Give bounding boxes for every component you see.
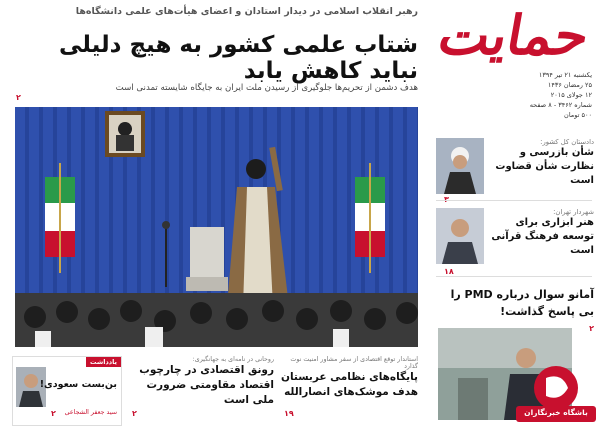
bottom-title-2: رونق اقتصادی در چارچوب اقتصاد مقاومتی ضرورت ملی است [139, 364, 274, 406]
price: ۵۰۰ تومان [564, 111, 592, 119]
bottom-title-1: پایگاه‌های نظامی عربستان هدف موشک‌های انصارالله [281, 371, 418, 398]
side-title-1: شأن بازرسی و نظارت شأن قضاوت است [495, 147, 594, 186]
lead-page-number: ۲ [16, 93, 21, 102]
side-divider [436, 276, 592, 277]
date-block [472, 70, 592, 120]
bottom-page-3: ۲ [51, 409, 56, 418]
side-story-1[interactable] [436, 138, 594, 196]
lead-supertitle: رهبر انقلاب اسلامی در دیدار استادان و اعضای هیأت‌های علمی دانشگاه‌ها [75, 6, 418, 17]
side-page-3: ۲ [589, 324, 594, 333]
side-label-2: شهردار تهران: [553, 208, 594, 216]
side-divider [436, 200, 592, 201]
side-label-1: دادستان کل کشور: [540, 138, 594, 146]
badge-text: باشگاه خبرنگاران [524, 408, 588, 417]
masthead [434, 4, 594, 66]
lead-subtitle: هدف دشمن از تحریم‌ها جلوگیری از رسیدن ملت ایران به جایگاه شایسته تمدنی است [115, 83, 418, 93]
bottom-story-1[interactable] [280, 356, 418, 426]
bottom-label-1: استاندار توقع اقتصادی از سفر مشاور امنیت نوت گذارد [290, 356, 418, 370]
lead-headline[interactable]: شتاب علمی کشور به هیچ دلیلی نباید کاهش یابد [58, 32, 418, 84]
side-story-2[interactable] [436, 208, 594, 276]
leader-speech-photo-icon [15, 107, 418, 347]
lead-photo[interactable] [15, 107, 418, 347]
side-title-3: آمانو سوال درباره PMD را بی پاسخ گذاشت! [450, 288, 594, 318]
news-agency-badge[interactable] [516, 362, 596, 422]
bottom-page-2: ۲ [132, 409, 137, 418]
cleric-portrait-icon [436, 138, 484, 194]
bottom-page-1: ۱۹ [284, 409, 294, 418]
newspaper-logo: حمایت [433, 3, 595, 67]
man-portrait-icon [436, 208, 484, 264]
date-hijri: ۲۵ رمضان ۱۴۳۶ [547, 81, 592, 89]
bottom-title-3: بن‌بست سعودی! [39, 379, 117, 390]
bottom-story-2[interactable] [128, 356, 274, 426]
side-title-2: هنر ابزاری برای توسعه فرهنگ قرآنی است [491, 217, 594, 256]
date-shamsi: یکشنبه ۲۱ تیر ۱۳۹۴ [538, 71, 592, 79]
date-gregorian: ۱۲ جولای ۲۰۱۵ [550, 91, 592, 99]
side-thumb-2 [436, 208, 484, 264]
column-tag: یادداشت [86, 357, 121, 367]
bottom-label-2: روحانی در نامه‌ای به جهانگیری: [192, 356, 274, 363]
side-thumb-1 [436, 138, 484, 194]
column-author: سید جعفر الشجاعی [64, 409, 117, 416]
bottom-story-3[interactable] [12, 356, 122, 426]
side-page-2: ۱۸ [444, 267, 454, 276]
issue-number: شماره ۳۴۶۲ - ۸ صفحه [529, 101, 592, 109]
